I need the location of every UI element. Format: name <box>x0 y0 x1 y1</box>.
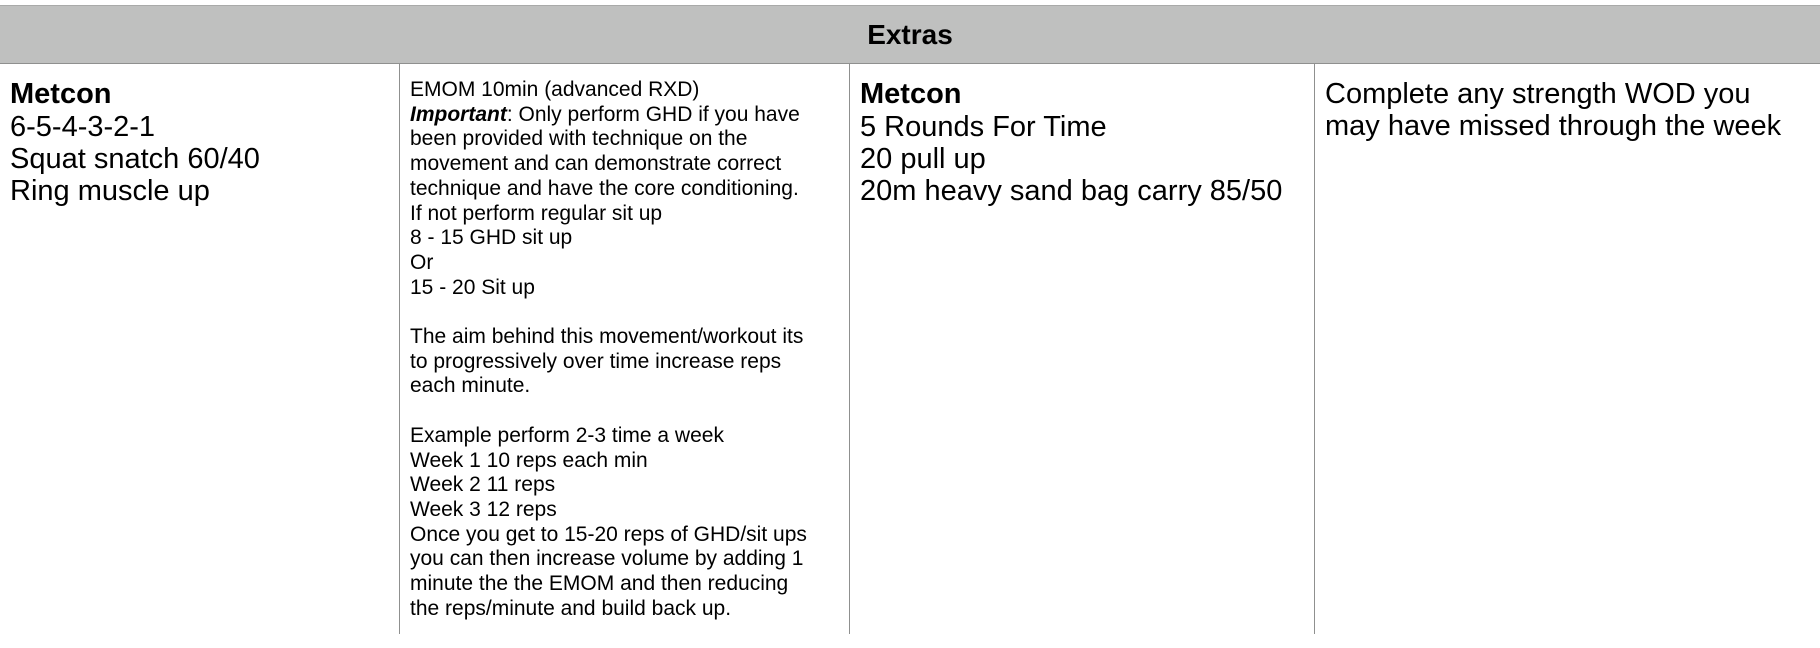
cell-line: If not perform regular sit up <box>410 201 663 225</box>
cell-line: The aim behind this movement/workout its <box>410 325 804 349</box>
cell-line: the reps/minute and build back up. <box>410 596 732 620</box>
cell-line: you can then increase volume by adding 1 <box>410 547 804 571</box>
cell-line: EMOM 10min (advanced RXD) <box>410 78 700 101</box>
cell-line: 20m heavy sand bag carry 85/50 <box>860 175 1283 207</box>
cell-line: Example perform 2-3 time a week <box>410 423 724 447</box>
section-header <box>0 5 1820 64</box>
cell-line: Or <box>410 250 434 274</box>
workout-cell-3 <box>860 78 1310 648</box>
important-label: Important <box>410 102 507 126</box>
cell-line: 8 - 15 GHD sit up <box>410 226 573 250</box>
blank-line <box>410 399 845 424</box>
cell-line: 5 Rounds For Time <box>860 111 1107 143</box>
cell-line: minute the the EMOM and then reducing <box>410 572 789 596</box>
cell-line: Week 2 11 reps <box>410 473 556 497</box>
cell-line: 15 - 20 Sit up <box>410 275 535 299</box>
cell-line: 20 pull up <box>860 143 986 175</box>
important-text: : Only perform GHD if you have <box>506 102 800 126</box>
cell-line: Week 1 10 reps each min <box>410 448 648 472</box>
cell-line: Complete any strength WOD you <box>1325 78 1751 110</box>
column-divider <box>1314 64 1315 634</box>
cell-line: Squat snatch 60/40 <box>10 143 260 175</box>
cell-line: Once you get to 15-20 reps of GHD/sit ups <box>410 522 807 546</box>
workout-cell-2 <box>410 78 845 648</box>
cell-line: been provided with technique on the <box>410 127 748 151</box>
cell-line: Ring muscle up <box>10 175 210 207</box>
cell-line: movement and can demonstrate correct <box>410 152 782 176</box>
cell-line: Week 3 12 reps <box>410 497 557 521</box>
section-title: Extras <box>867 18 953 50</box>
workout-cell-1 <box>10 78 395 648</box>
column-divider <box>399 64 400 634</box>
cell-title: Metcon <box>10 78 112 110</box>
cell-line: to progressively over time increase reps <box>410 349 782 373</box>
workout-cell-4 <box>1325 78 1820 648</box>
cell-line: technique and have the core conditioning. <box>410 176 799 200</box>
important-note <box>410 103 845 128</box>
blank-line <box>410 300 845 325</box>
cell-line: may have missed through the week <box>1325 110 1782 142</box>
cell-title: Metcon <box>860 78 962 110</box>
column-divider <box>849 64 850 634</box>
cell-line: 6-5-4-3-2-1 <box>10 111 156 143</box>
cell-line: each minute. <box>410 374 531 398</box>
